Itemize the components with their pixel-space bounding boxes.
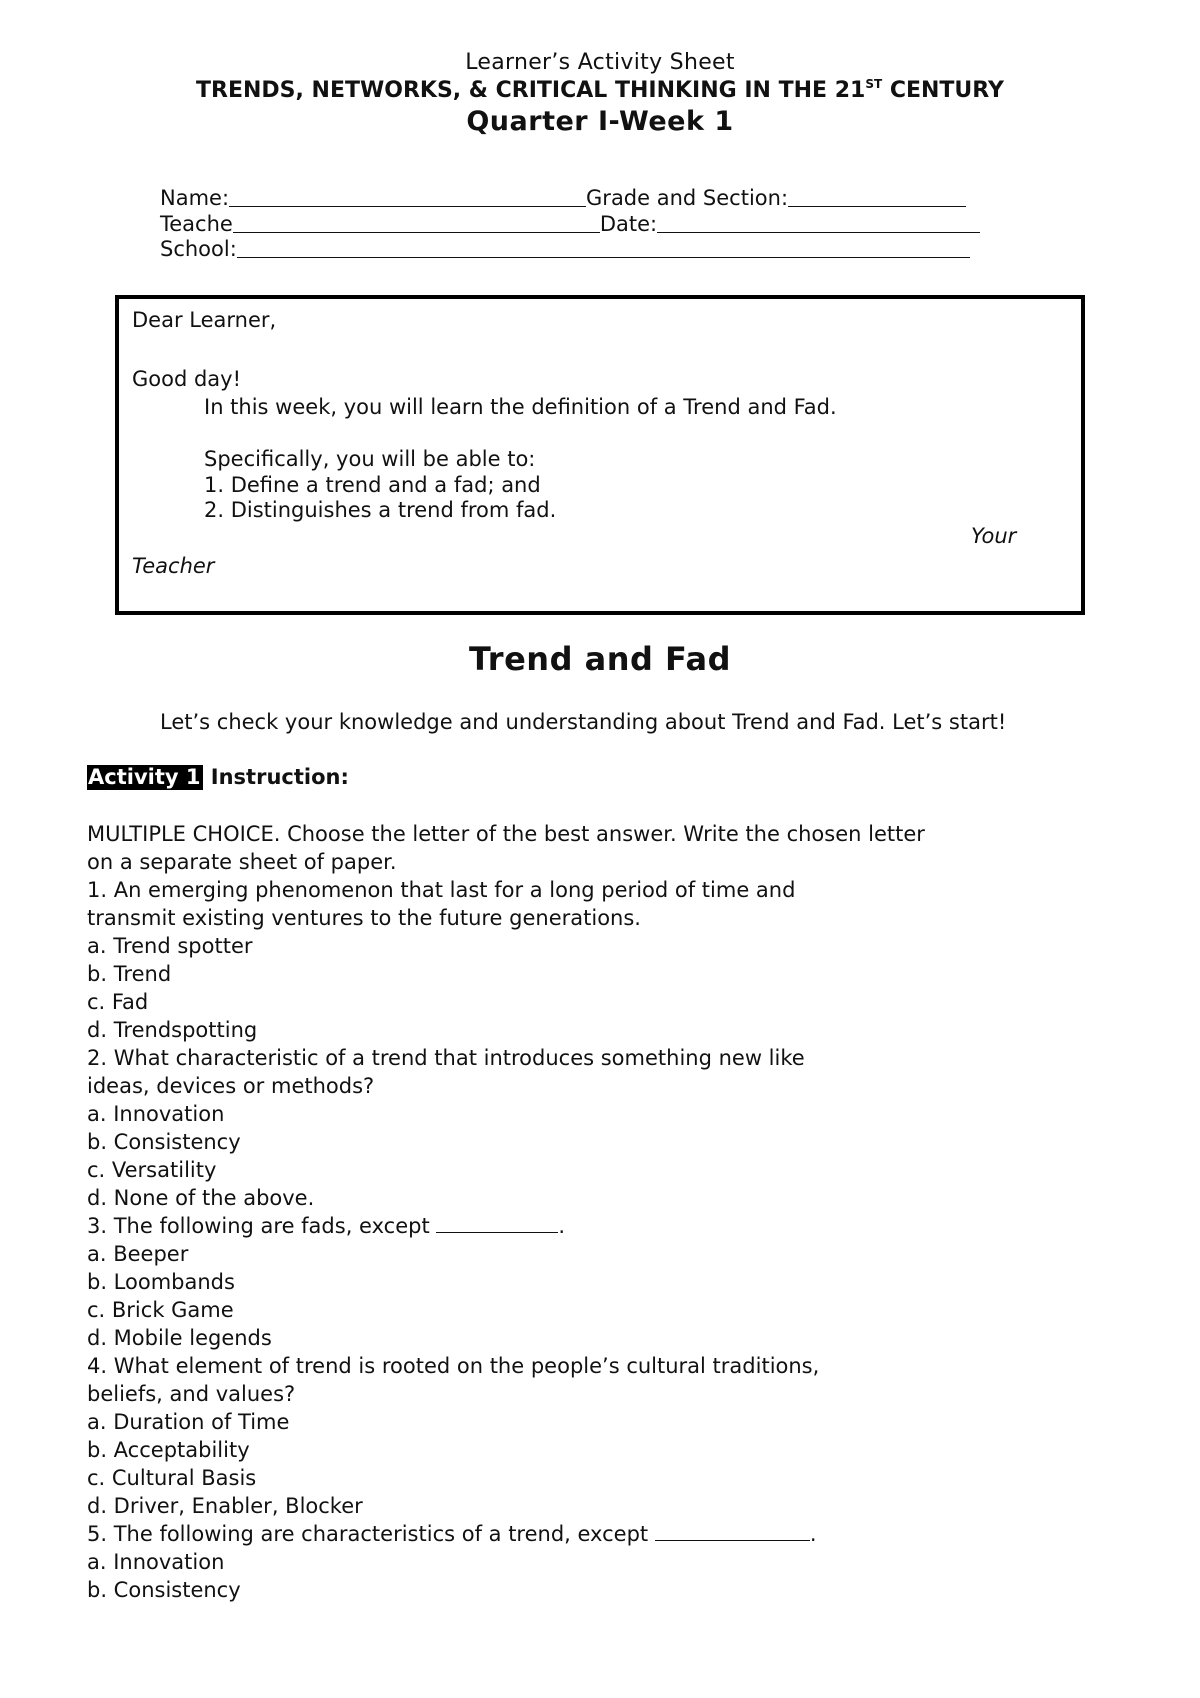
letter-objective-2: 2. Distinguishes a trend from fad. xyxy=(204,498,557,522)
question-3-text-start: 3. The following are fads, except xyxy=(87,1214,437,1238)
question-2-choice-b: b. Consistency xyxy=(87,1130,241,1154)
question-3-choice-b: b. Loombands xyxy=(87,1270,235,1294)
letter-specifically: Specifically, you will be able to: xyxy=(204,447,536,471)
school-label: School: xyxy=(160,237,237,261)
question-4-choice-b: b. Acceptability xyxy=(87,1438,250,1462)
teacher-label: Teache xyxy=(160,212,233,236)
subject-heading-superscript: ST xyxy=(865,77,883,91)
question-2-choice-a: a. Innovation xyxy=(87,1102,225,1126)
question-5-text-start: 5. The following are characteristics of a trend, except xyxy=(87,1522,655,1546)
question-4-text: beliefs, and values? xyxy=(87,1382,296,1406)
school-blank[interactable] xyxy=(237,237,970,258)
instruction-label: Instruction: xyxy=(203,765,349,789)
question-3-choice-d: d. Mobile legends xyxy=(87,1326,272,1350)
date-label: Date: xyxy=(599,212,658,236)
letter-sign-teacher: Teacher xyxy=(132,554,215,578)
name-label: Name: xyxy=(160,186,230,210)
question-5-text-end: . xyxy=(809,1522,817,1546)
question-5-choice-b: b. Consistency xyxy=(87,1578,241,1602)
question-1-choice-b: b. Trend xyxy=(87,962,172,986)
question-2-text: ideas, devices or methods? xyxy=(87,1074,375,1098)
question-3-choice-a: a. Beeper xyxy=(87,1242,189,1266)
subject-heading-main: TRENDS, NETWORKS, & CRITICAL THINKING IN THE 21 xyxy=(196,78,866,103)
letter-sign-your: Your xyxy=(971,524,1017,548)
question-5-text xyxy=(87,1520,925,1548)
question-4-choice-d: d. Driver, Enabler, Blocker xyxy=(87,1494,363,1518)
instruction-line: on a separate sheet of paper. xyxy=(87,850,397,874)
subject-heading-end: CENTURY xyxy=(882,78,1004,103)
activity-badge: Activity 1 xyxy=(87,765,203,790)
name-blank[interactable] xyxy=(229,186,586,207)
question-2-choice-d: d. None of the above. xyxy=(87,1186,315,1210)
letter-objective-1: 1. Define a trend and a fad; and xyxy=(204,473,541,497)
section-title: Trend and Fad xyxy=(468,640,732,678)
question-3-text-end: . xyxy=(558,1214,566,1238)
question-5-choice-a: a. Innovation xyxy=(87,1550,225,1574)
question-4-choice-c: c. Cultural Basis xyxy=(87,1466,257,1490)
question-5-blank xyxy=(655,1522,810,1541)
question-3-text xyxy=(87,1212,925,1240)
letter-good-day: Good day! xyxy=(132,367,242,391)
question-3-blank xyxy=(436,1214,558,1233)
teacher-date-row xyxy=(160,212,980,238)
question-4-choice-a: a. Duration of Time xyxy=(87,1410,290,1434)
question-1-text: 1. An emerging phenomenon that last for a long period of time and xyxy=(87,878,796,902)
sheet-type-heading: Learner’s Activity Sheet xyxy=(465,50,735,75)
letter-box xyxy=(115,295,1085,615)
quarter-week-heading: Quarter I-Week 1 xyxy=(466,106,734,137)
question-1-choice-d: d. Trendspotting xyxy=(87,1018,258,1042)
name-grade-row xyxy=(160,186,966,212)
question-2-choice-c: c. Versatility xyxy=(87,1158,217,1182)
letter-greeting: Dear Learner, xyxy=(132,308,277,332)
instruction-line: MULTIPLE CHOICE. Choose the letter of the best answer. Write the chosen letter xyxy=(87,822,925,846)
date-blank[interactable] xyxy=(657,212,980,233)
activity-instruction-label xyxy=(87,765,349,789)
intro-text: Let’s check your knowledge and understanding about Trend and Fad. Let’s start! xyxy=(160,710,1007,734)
grade-section-label: Grade and Section: xyxy=(586,186,789,210)
question-3-choice-c: c. Brick Game xyxy=(87,1298,234,1322)
question-2-text: 2. What characteristic of a trend that introduces something new like xyxy=(87,1046,805,1070)
question-1-text: transmit existing ventures to the future generations. xyxy=(87,906,641,930)
teacher-blank[interactable] xyxy=(233,212,600,233)
question-4-text: 4. What element of trend is rooted on the people’s cultural traditions, xyxy=(87,1354,820,1378)
question-list xyxy=(87,820,925,1604)
letter-intro: In this week, you will learn the definition of a Trend and Fad. xyxy=(204,395,837,419)
question-1-choice-c: c. Fad xyxy=(87,990,149,1014)
school-row xyxy=(160,237,970,263)
subject-heading xyxy=(0,77,1200,103)
question-1-choice-a: a. Trend spotter xyxy=(87,934,253,958)
grade-section-blank[interactable] xyxy=(788,186,966,207)
